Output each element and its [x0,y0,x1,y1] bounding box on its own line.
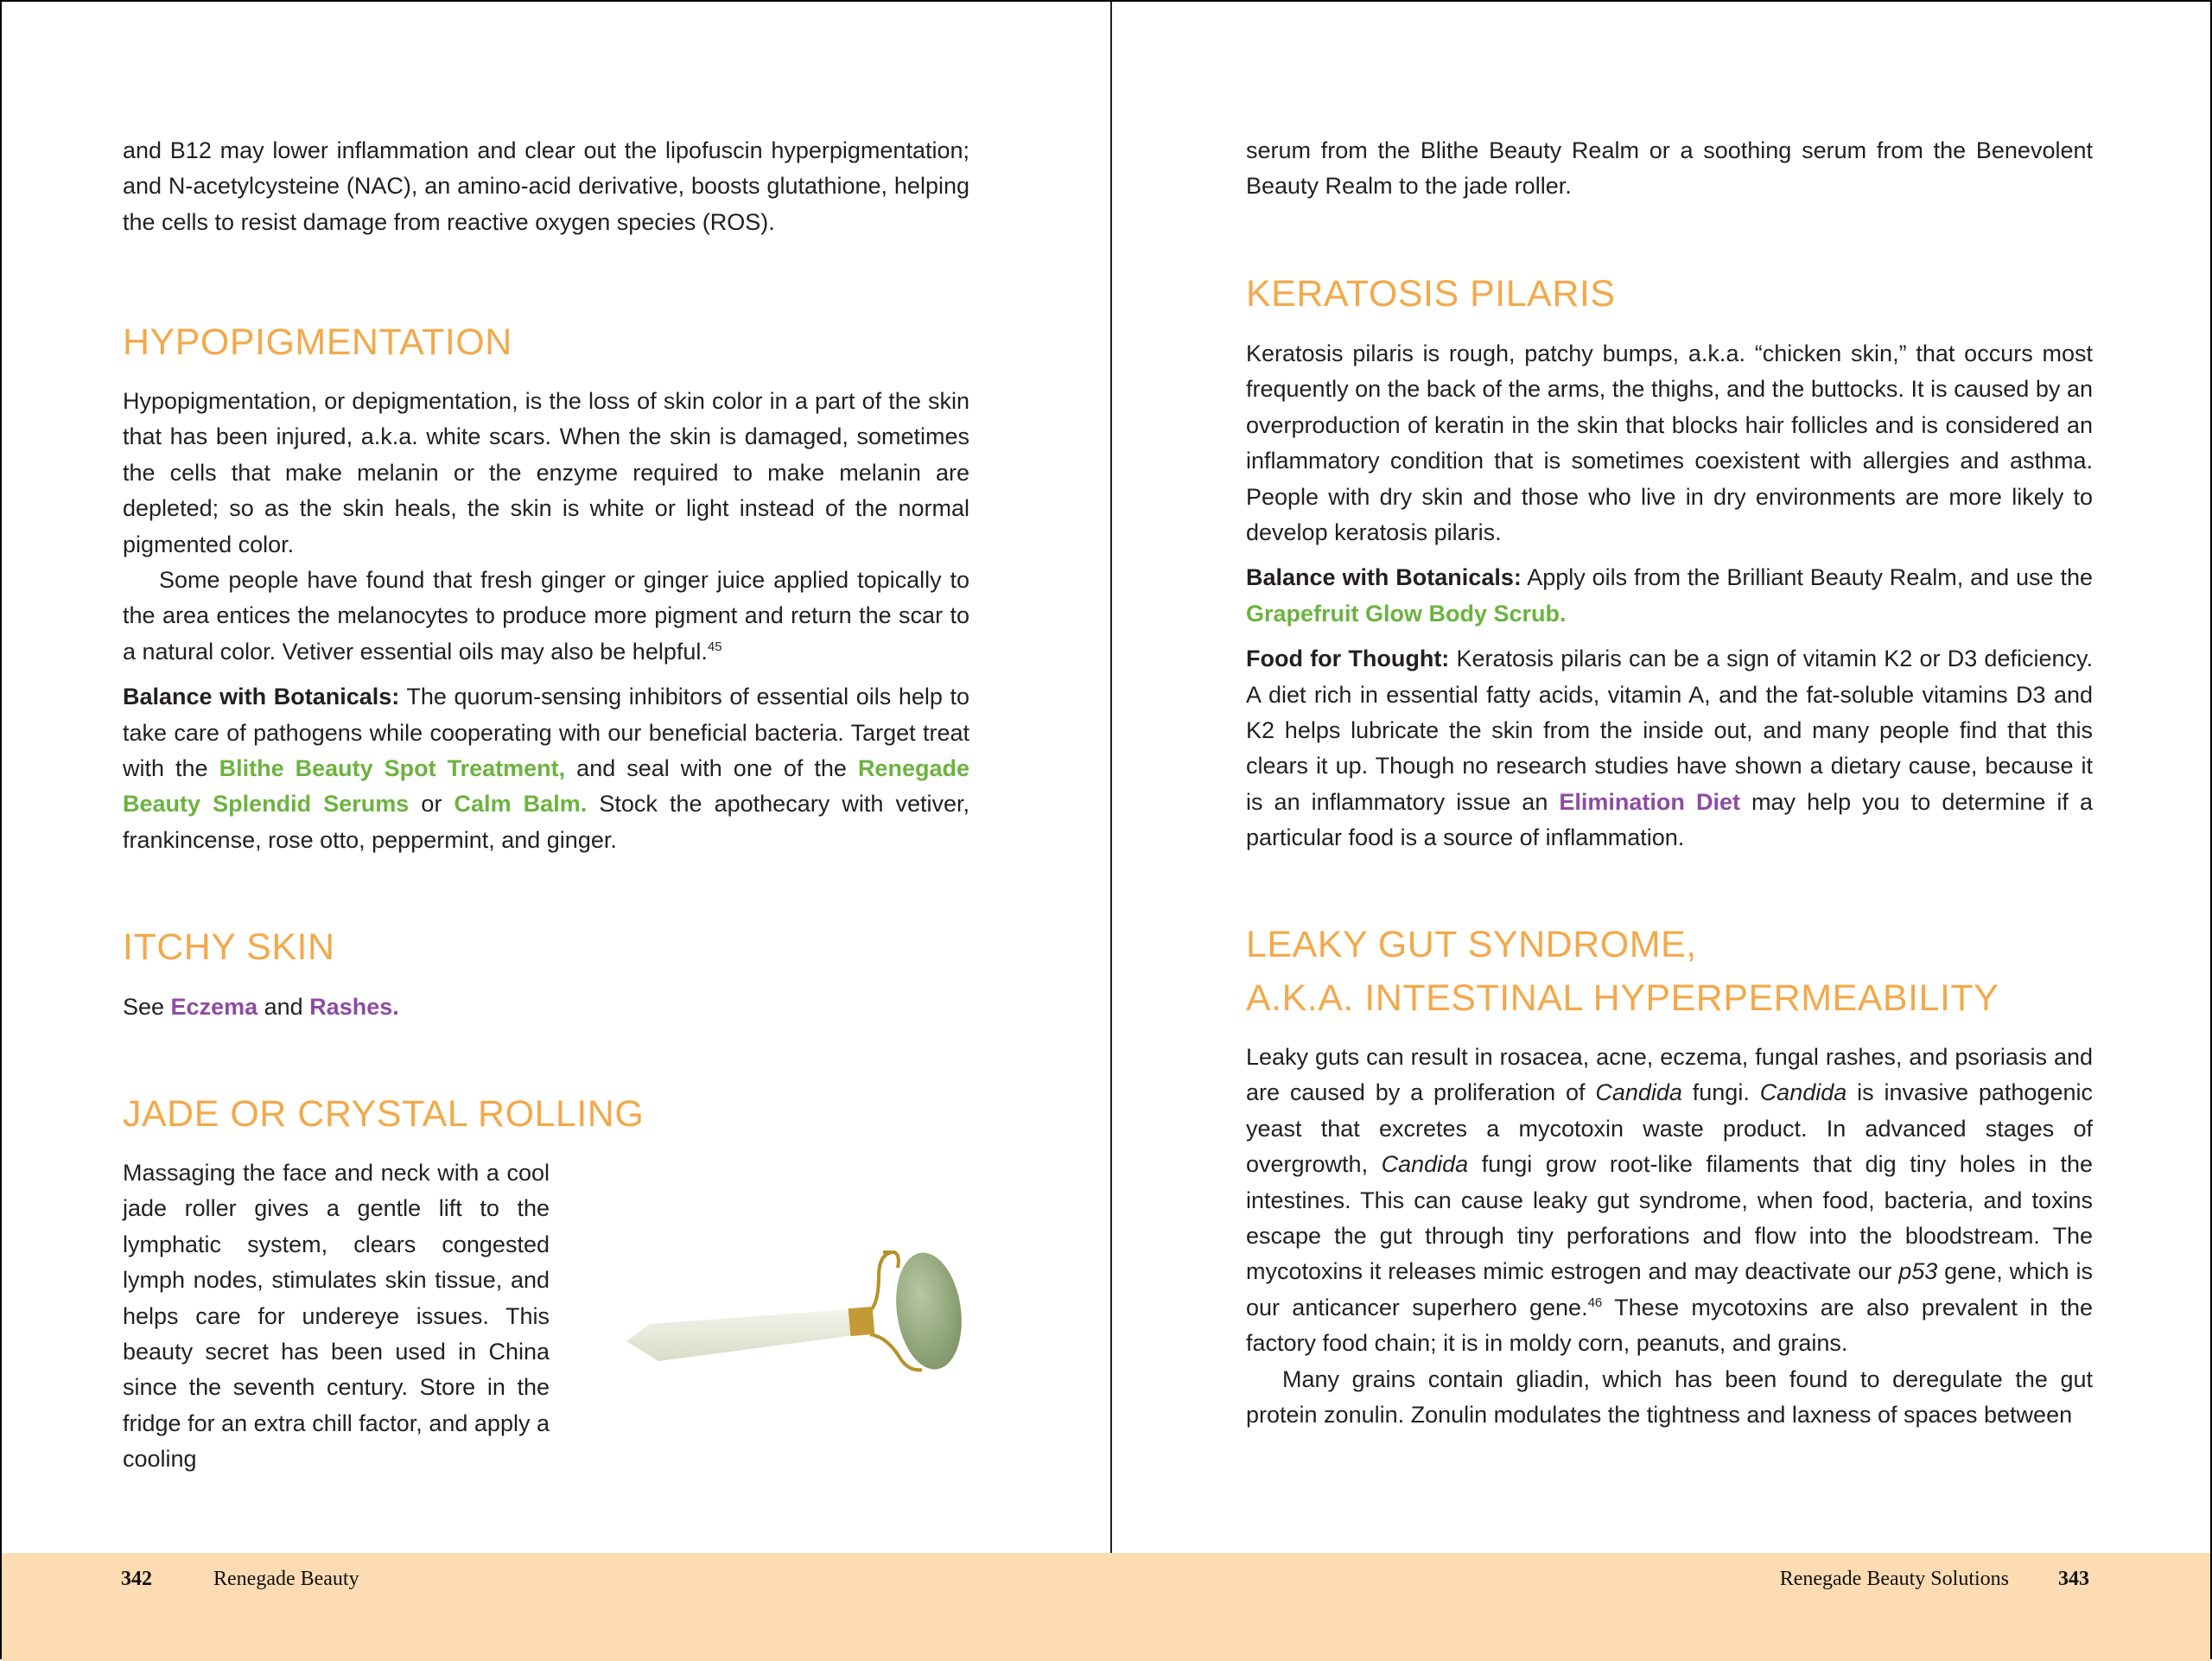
heading-hypopigmentation: HYPOPIGMENTATION [123,321,512,363]
cross-reference-link[interactable]: Eczema [170,994,258,1020]
text-run: See [123,994,171,1020]
heading-keratosis-pilaris: KERATOSIS PILARIS [1246,273,1616,315]
heading-leaky-gut-line2: A.K.A. INTESTINAL HYPERPERMEABILITY [1246,977,1999,1019]
product-link[interactable]: Grapefruit Glow Body Scrub. [1246,600,1567,627]
heading-jade-rolling: JADE OR CRYSTAL ROLLING [123,1093,645,1135]
paragraph [123,1155,550,1478]
text-run: and seal with one of the [565,755,858,782]
text-run: These mycotoxins are also prevalent in the factory food chain; it is in moldy corn, peanuts, and grains. [1246,1294,2094,1357]
left-running-title: Renegade Beauty [213,1568,359,1590]
paragraph [123,563,969,670]
text-run: Some people have found that fresh ginger or ginger juice applied topically to the area entices the melanocytes to produce more pigment and return the scar to a natural color. Vetiver essential oils may also be helpful. [123,567,969,665]
italic-text: p53 [1898,1258,1938,1285]
right-intro-text [1246,133,2093,205]
heading-itchy-skin: ITCHY SKIN [123,926,335,968]
footnote-ref[interactable]: 46 [1587,1295,1603,1310]
footnote-ref[interactable]: 45 [707,639,722,654]
text-run: is invasive pathogenic yeast that excretes a mycotoxin waste product. In advanced stages of overgrowth, [1246,1079,2093,1178]
text-run: Leaky guts can result in rosacea, acne, eczema, fungal rashes, and psoriasis and are caused by a proliferation of [1246,1044,2093,1106]
paragraph [1246,641,2093,856]
paragraph [123,384,969,563]
text-run: The quorum-sensing inhibitors of essential oils help to take care of pathogens while cooperating with our beneficial bacteria. Target treat with the [123,684,969,782]
text-run: fungi grow root-like filaments that dig tiny holes in the intestines. This can cause leaky gut syndrome, when food, bacteria, and toxins escape the gut through tiny perforations and flow into the bloodstream. The mycotoxins it releases mimic estrogen and may deactivate our [1246,1151,2093,1285]
product-link[interactable]: Blithe Beauty Spot Treatment, [219,755,566,782]
run-in-label: Balance with Botanicals: [1246,564,1522,591]
hypopigmentation-text [123,384,969,858]
paragraph [1246,560,2093,632]
text-run: and B12 may lower inflammation and clear out the lipofuscin hyperpigmentation; and N-acetylcysteine (NAC), an amino-acid derivative, boosts glutathione, helping the cells to resist damage from reactive oxygen species (ROS). [123,137,969,235]
cross-reference-link[interactable]: Rashes. [309,994,399,1020]
left-intro-text [123,133,969,240]
itchy-skin-text [123,990,969,1025]
right-running-title: Renegade Beauty Solutions [1779,1568,2009,1590]
text-run: Many grains contain gliadin, which has been found to deregulate the gut protein zonulin. Zonulin modulates the tightness and laxness of spaces between [1246,1365,2093,1429]
text-run: Keratosis pilaris is rough, patchy bumps, a.k.a. “chicken skin,” that occurs most frequently on the back of the arms, the thighs, and the buttocks. It is caused by an overproduction of keratin in the skin that blocks hair follicles and is considered an inflammatory condition that is sometimes coexistent with allergies and asthma. People with dry skin and those who live in dry environments are more likely to develop keratosis pilaris. [1246,340,2093,546]
italic-text: Candida [1595,1079,1682,1106]
text-run: Apply oils from the Brilliant Beauty Realm, and use the [1521,564,2093,591]
paragraph [123,990,969,1025]
text-run: Stock the apothecary with vetiver, frankincense, rose otto, peppermint, and ginger. [123,791,969,853]
keratosis-pilaris-text [1246,336,2093,856]
left-page-number: 342 [121,1568,152,1590]
italic-text: Candida [1759,1079,1847,1106]
cross-reference-link[interactable]: Elimination Diet [1559,788,1740,815]
text-run: fungi. [1681,1079,1760,1106]
paragraph [1246,1362,2093,1434]
text-run: may help you to determine if a particular food is a source of inflammation. [1246,788,2093,851]
paragraph [1246,133,2093,205]
product-link[interactable]: Renegade Beauty Splendid Serums [123,755,969,818]
paragraph [123,679,969,858]
text-run: gene, which is our anticancer superhero gene. [1246,1258,2093,1321]
text-run: Massaging the face and neck with a cool jade roller gives a gentle lift to the lymphatic system, clears congested lymph nodes, stimulates skin tissue, and helps care for undereye issues. This beauty secret has been used in China since the seventh century. Store in the fridge for an extra chill factor, and apply a cooling [123,1160,550,1473]
run-in-label: Balance with Botanicals: [123,684,400,710]
paragraph [1246,1040,2093,1362]
product-link[interactable]: Calm Balm. [454,791,588,818]
heading-leaky-gut-line1: LEAKY GUT SYNDROME, [1246,924,1697,965]
italic-text: Candida [1381,1151,1469,1178]
right-page-number: 343 [2058,1568,2089,1590]
leaky-gut-text [1246,1040,2093,1433]
paragraph [123,133,969,240]
text-run: Keratosis pilaris can be a sign of vitamin K2 or D3 deficiency. A diet rich in essential fatty acids, vitamin A, and the fat-soluble vitamins D3 and K2 helps lubricate the skin from the inside out, and many people find that this clears it up. Though no research studies have shown a dietary cause, because it is an inflammatory issue an [1246,646,2093,815]
paragraph [1246,336,2093,550]
text-run: or [409,791,454,818]
jade-rolling-text [123,1155,550,1478]
page-gutter-divider [1110,2,1112,1661]
run-in-label: Food for Thought: [1246,646,1450,672]
text-run: Hypopigmentation, or depigmentation, is the loss of skin color in a part of the skin that has been injured, a.k.a. white scars. When the skin is damaged, sometimes the cells that make melanin or the enzyme required to make melanin are depleted; so as the skin heals, the skin is white or light instead of the normal pigmented color. [123,388,969,557]
text-run: and [257,994,310,1020]
jade-roller-image [620,1216,982,1384]
text-run: serum from the Blithe Beauty Realm or a soothing serum from the Benevolent Beauty Realm to the jade roller. [1246,137,2093,200]
